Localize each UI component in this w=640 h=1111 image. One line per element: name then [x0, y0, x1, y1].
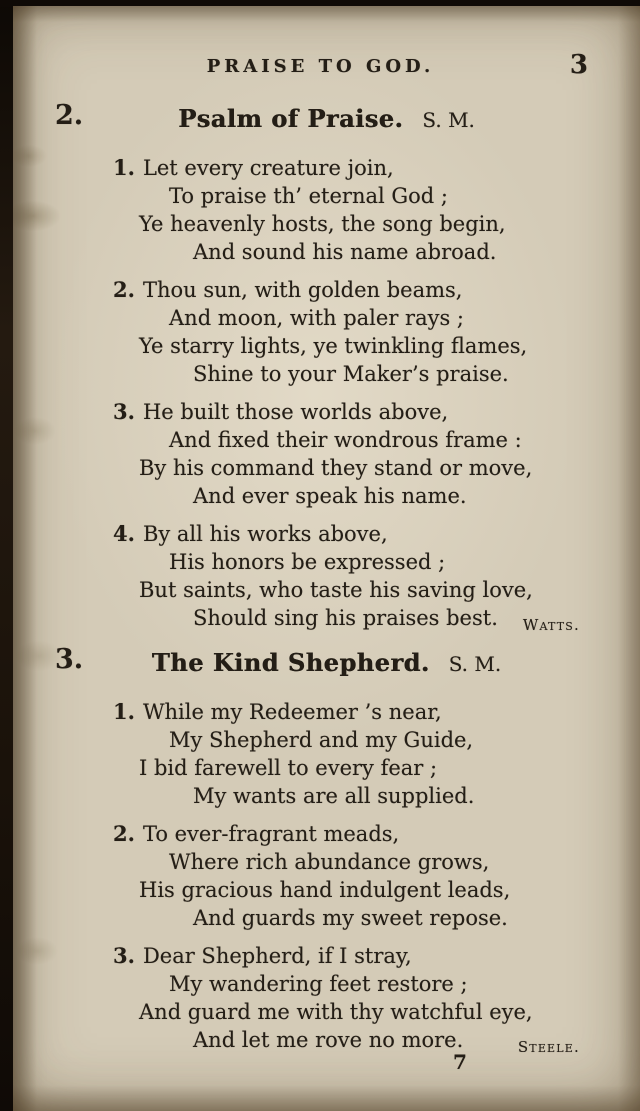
- verse-line: Shine to your Maker’s praise.: [193, 362, 509, 386]
- verse-line-text: Let every creature join,: [142, 156, 394, 180]
- verse-line: And ever speak his name.: [193, 484, 467, 508]
- verse-line-text: While my Redeemer ’s near,: [142, 700, 442, 724]
- verse: [113, 398, 640, 510]
- hymn-title: The Kind Shepherd.: [151, 648, 430, 677]
- verse-number: 1.: [113, 699, 135, 724]
- verse-line: And let me rove no more.: [193, 1028, 464, 1052]
- verse-line: To praise th’ eternal God ;: [169, 184, 448, 208]
- verse-line: [113, 276, 640, 304]
- hymn-meter: S. M.: [448, 652, 502, 676]
- verse-line: Where rich abundance grows,: [169, 850, 490, 874]
- verse-line: [113, 154, 640, 182]
- verse: [113, 820, 640, 932]
- verse-line: His gracious hand indulgent leads,: [139, 878, 511, 902]
- book-page: [13, 6, 640, 1111]
- hymn-heading: [13, 644, 640, 680]
- hymn-attribution: Watts.: [522, 616, 580, 634]
- hymn-attribution: Steele.: [517, 1038, 580, 1056]
- verse: [113, 154, 640, 266]
- verse-line: [113, 520, 640, 548]
- verse-number: 2.: [113, 821, 135, 846]
- verse-line: Ye starry lights, ye twinkling flames,: [139, 334, 528, 358]
- verse-line: [113, 698, 640, 726]
- verse-number: 3.: [113, 399, 135, 424]
- page-number: 3: [569, 50, 588, 80]
- hymn-number: 2.: [55, 100, 84, 131]
- verse-line: And sound his name abroad.: [193, 240, 497, 264]
- verse-line: Should sing his praises best.: [193, 606, 498, 630]
- verses: [13, 698, 640, 1054]
- hymn-title: Psalm of Praise.: [178, 104, 404, 133]
- hymn-2: [13, 100, 640, 634]
- hymn-heading: [13, 100, 640, 136]
- verse-number: 2.: [113, 277, 135, 302]
- verse-number: 4.: [113, 521, 135, 546]
- verse-line: My wandering feet restore ;: [169, 972, 468, 996]
- running-header: [53, 50, 588, 82]
- verse-line: I bid farewell to every fear ;: [139, 756, 438, 780]
- verse-line: Ye heavenly hosts, the song begin,: [139, 212, 506, 236]
- verse-line-text: By all his works above,: [142, 522, 388, 546]
- scan-binding-edge: [0, 0, 14, 1111]
- verse-line-text: Thou sun, with golden beams,: [142, 278, 463, 302]
- verse-line: [113, 820, 640, 848]
- verse-line-text: Dear Shepherd, if I stray,: [142, 944, 412, 968]
- hymn-number: 3.: [55, 644, 84, 675]
- verse-line: And moon, with paler rays ;: [169, 306, 464, 330]
- verse: [113, 276, 640, 388]
- running-header-title: PRAISE TO GOD.: [206, 56, 435, 77]
- verse-number: 3.: [113, 943, 135, 968]
- verses: [13, 154, 640, 632]
- verse-line: My wants are all supplied.: [193, 784, 475, 808]
- verse-line: My Shepherd and my Guide,: [169, 728, 474, 752]
- verse-line: [113, 398, 640, 426]
- verse: [113, 698, 640, 810]
- verse-line-text: To ever-fragrant meads,: [142, 822, 400, 846]
- verse-line: And guards my sweet repose.: [193, 906, 508, 930]
- verse-number: 1.: [113, 155, 135, 180]
- hymn-meter: S. M.: [422, 108, 475, 132]
- signature-mark: 7: [453, 1050, 467, 1074]
- verse-line: By his command they stand or move,: [139, 456, 533, 480]
- verse-line: [113, 942, 640, 970]
- hymn-3: [13, 644, 640, 1056]
- verse-line: His honors be expressed ;: [169, 550, 446, 574]
- verse-line: But saints, who taste his saving love,: [139, 578, 533, 602]
- verse-line: And guard me with thy watchful eye,: [139, 1000, 533, 1024]
- verse-line: And fixed their wondrous frame :: [169, 428, 522, 452]
- verse-line-text: He built those worlds above,: [142, 400, 449, 424]
